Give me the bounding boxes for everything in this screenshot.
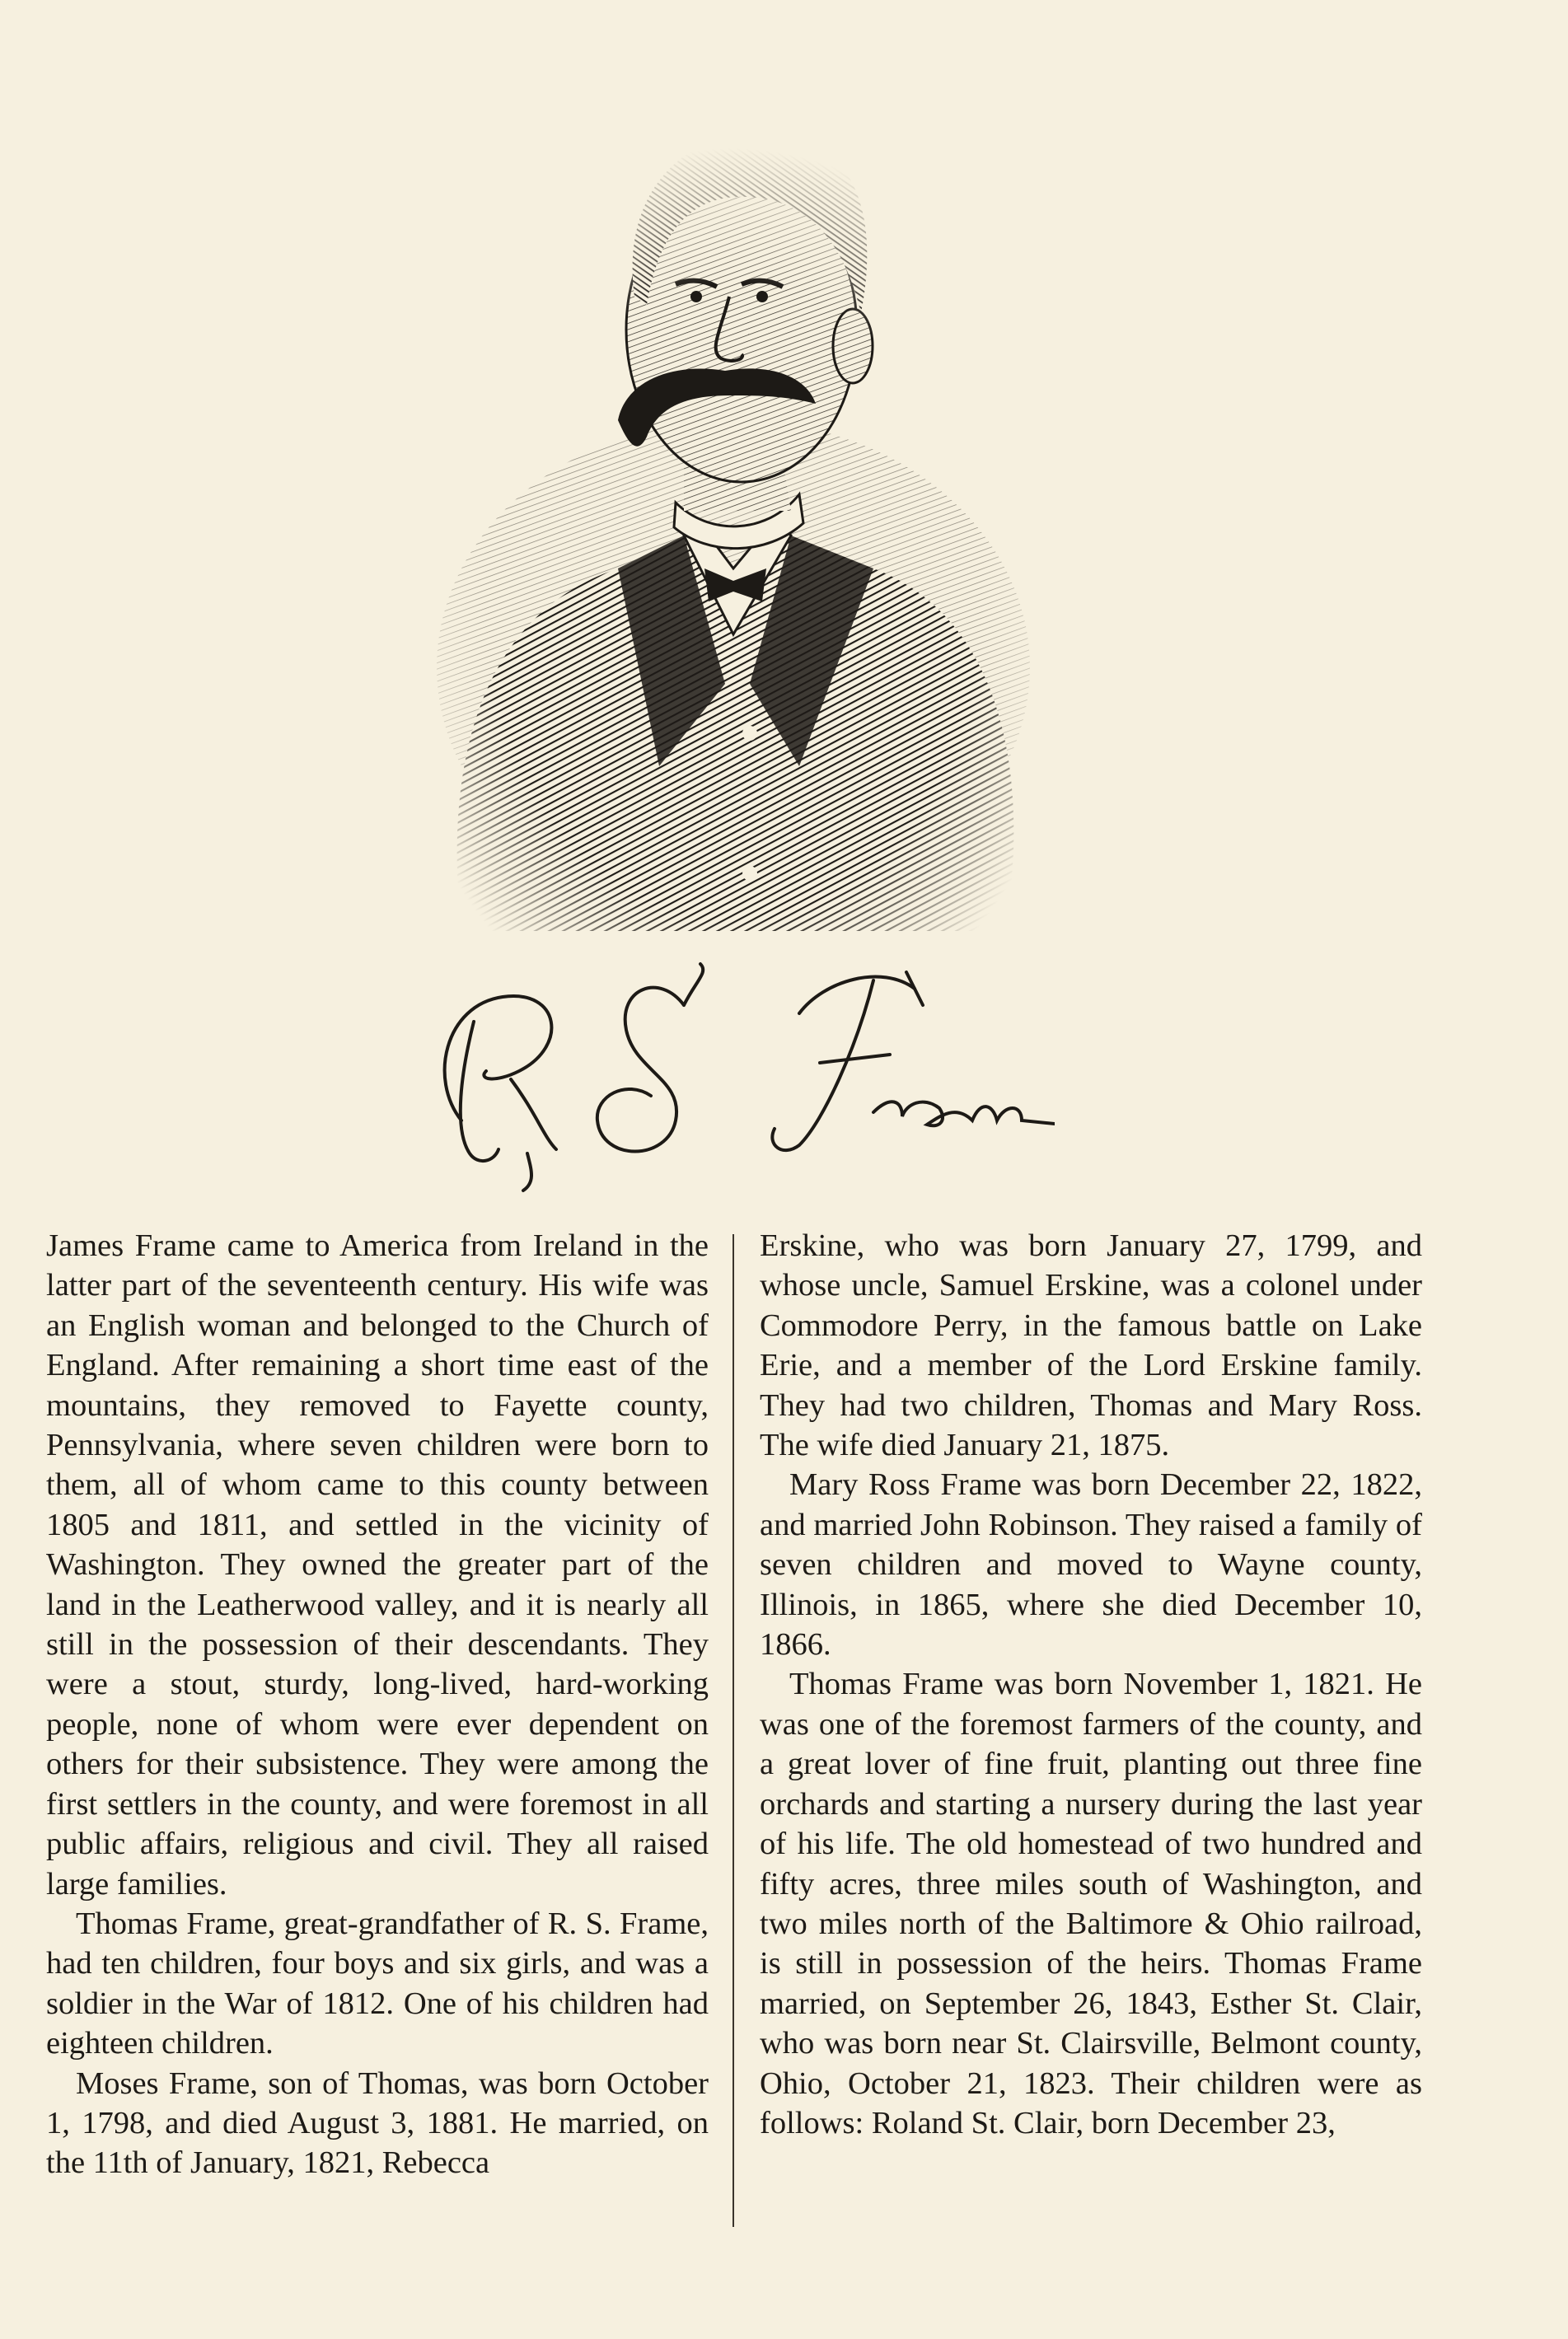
paragraph: Mary Ross Frame was born December 22, 1822, and married John Robinson. They raised a family of seven children and moved to Wayne county, Illinois, in 1865, where she died December 10, 1866.	[760, 1467, 1422, 1663]
left-column	[46, 1226, 709, 2183]
portrait-engraving	[412, 107, 1055, 931]
paragraph: James Frame came to America from Ireland in the latter part of the seventeenth century. His wife was an English woman and belonged to the Church of England. After remaining a short time east of the mountains, they removed to Fayette county, Pennsylvania, where seven children were born to them, all of whom came to this county between 1805 and 1811, and settled in the vicinity of Washington. They owned the greater part of the land in the Leatherwood valley, and it is nearly all still in the possession of their descendants. They were a stout, sturdy, long-lived, hard-working people, none of whom were ever dependent on others for their subsistence. They were among the first settlers in the county, and were foremost in all public affairs, religious and civil. They all raised large families.	[46, 1228, 709, 1902]
right-column	[760, 1226, 1422, 2143]
column-divider	[733, 1234, 734, 2227]
signature-r-s-frame	[412, 956, 1055, 1195]
paragraph: Moses Frame, son of Thomas, was born October 1, 1798, and died August 3, 1881. He married, on the 11th of January, 1821, Rebecca	[46, 2065, 709, 2181]
paragraph: Thomas Frame was born November 1, 1821. He was one of the foremost farmers of the county, and a great lover of fine fruit, planting out three fine orchards and starting a nursery during the last year of his life. The old homestead of two hundred and fifty acres, three miles south of Washington, and two miles north of the Baltimore & Ohio railroad, is still in possession of the heirs. Thomas Frame married, on September 26, 1843, Esther St. Clair, who was born near St. Clairsville, Belmont county, Ohio, October 21, 1823. Their children were as follows: Roland St. Clair, born December 23,	[760, 1667, 1422, 2140]
paragraph: Erskine, who was born January 27, 1799, and whose uncle, Samuel Erskine, was a colonel under Commodore Perry, in the famous battle on Lake Erie, and a member of the Lord Erskine family. They had two children, Thomas and Mary Ross. The wife died January 21, 1875.	[760, 1228, 1422, 1463]
paragraph: Thomas Frame, great-grandfather of R. S. Frame, had ten children, four boys and six girls, and was a soldier in the War of 1812. One of his children had eighteen children.	[46, 1906, 709, 2061]
